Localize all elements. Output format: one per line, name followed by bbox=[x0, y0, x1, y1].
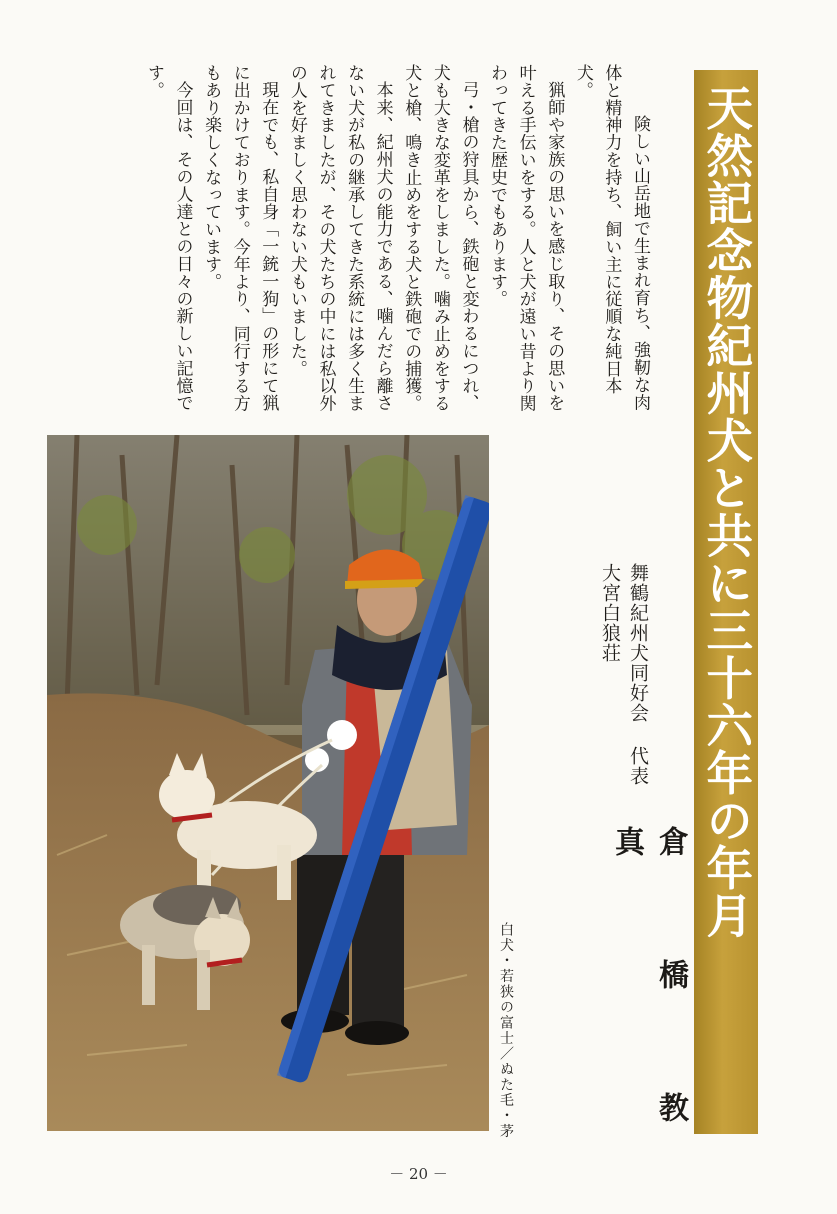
photo-hunter-with-dogs bbox=[47, 435, 489, 1131]
paragraph: 本来、紀州犬の能力である、噛んだら離さない犬が私の継承してきた系統には多く生まれてきましたが、その犬たちの中には私以外の人を好ましく思わない犬もいました。 bbox=[286, 64, 393, 412]
author-name: 倉 橋 教 真 bbox=[609, 826, 688, 1156]
page-title: 天然記念物紀州犬と共に三十六年の年月 bbox=[699, 84, 755, 939]
affiliation-line: 大宮白狼荘 bbox=[599, 563, 621, 663]
paragraph: 弓・槍の狩具から、鉄砲と変わるにつれ、犬も大きな変革をしました。噛み止めをする犬と槍、鳴き止めをする犬と鉄砲での捕獲。 bbox=[401, 64, 479, 412]
paragraph: 険しい山岳地で生まれ育ち、強靭な肉体と精神力を持ち、飼い主に従順な純日本犬。 bbox=[572, 64, 650, 411]
author-affiliation bbox=[596, 563, 652, 786]
affiliation-line: 舞鶴紀州犬同好会 代表 bbox=[627, 563, 649, 786]
paragraph: 現在でも、私自身「一銃一狗」の形にて猟に出かけております。今年より、同行する方もあり楽しくなっています。 bbox=[201, 64, 279, 412]
article-body bbox=[78, 64, 654, 424]
page-number: － 20 － bbox=[389, 1165, 448, 1183]
title-band bbox=[694, 70, 758, 1134]
photo-caption: 白犬・若狭の富士／ぬた毛・茅 bbox=[498, 922, 514, 1139]
paragraph: 今回は、その人達との日々の新しい記憶です。 bbox=[143, 64, 193, 412]
paragraph: 猟師や家族の思いを感じ取り、その思いを叶える手伝いをする。人と犬が遠い昔より関わってきた歴史でもあります。 bbox=[487, 64, 565, 412]
